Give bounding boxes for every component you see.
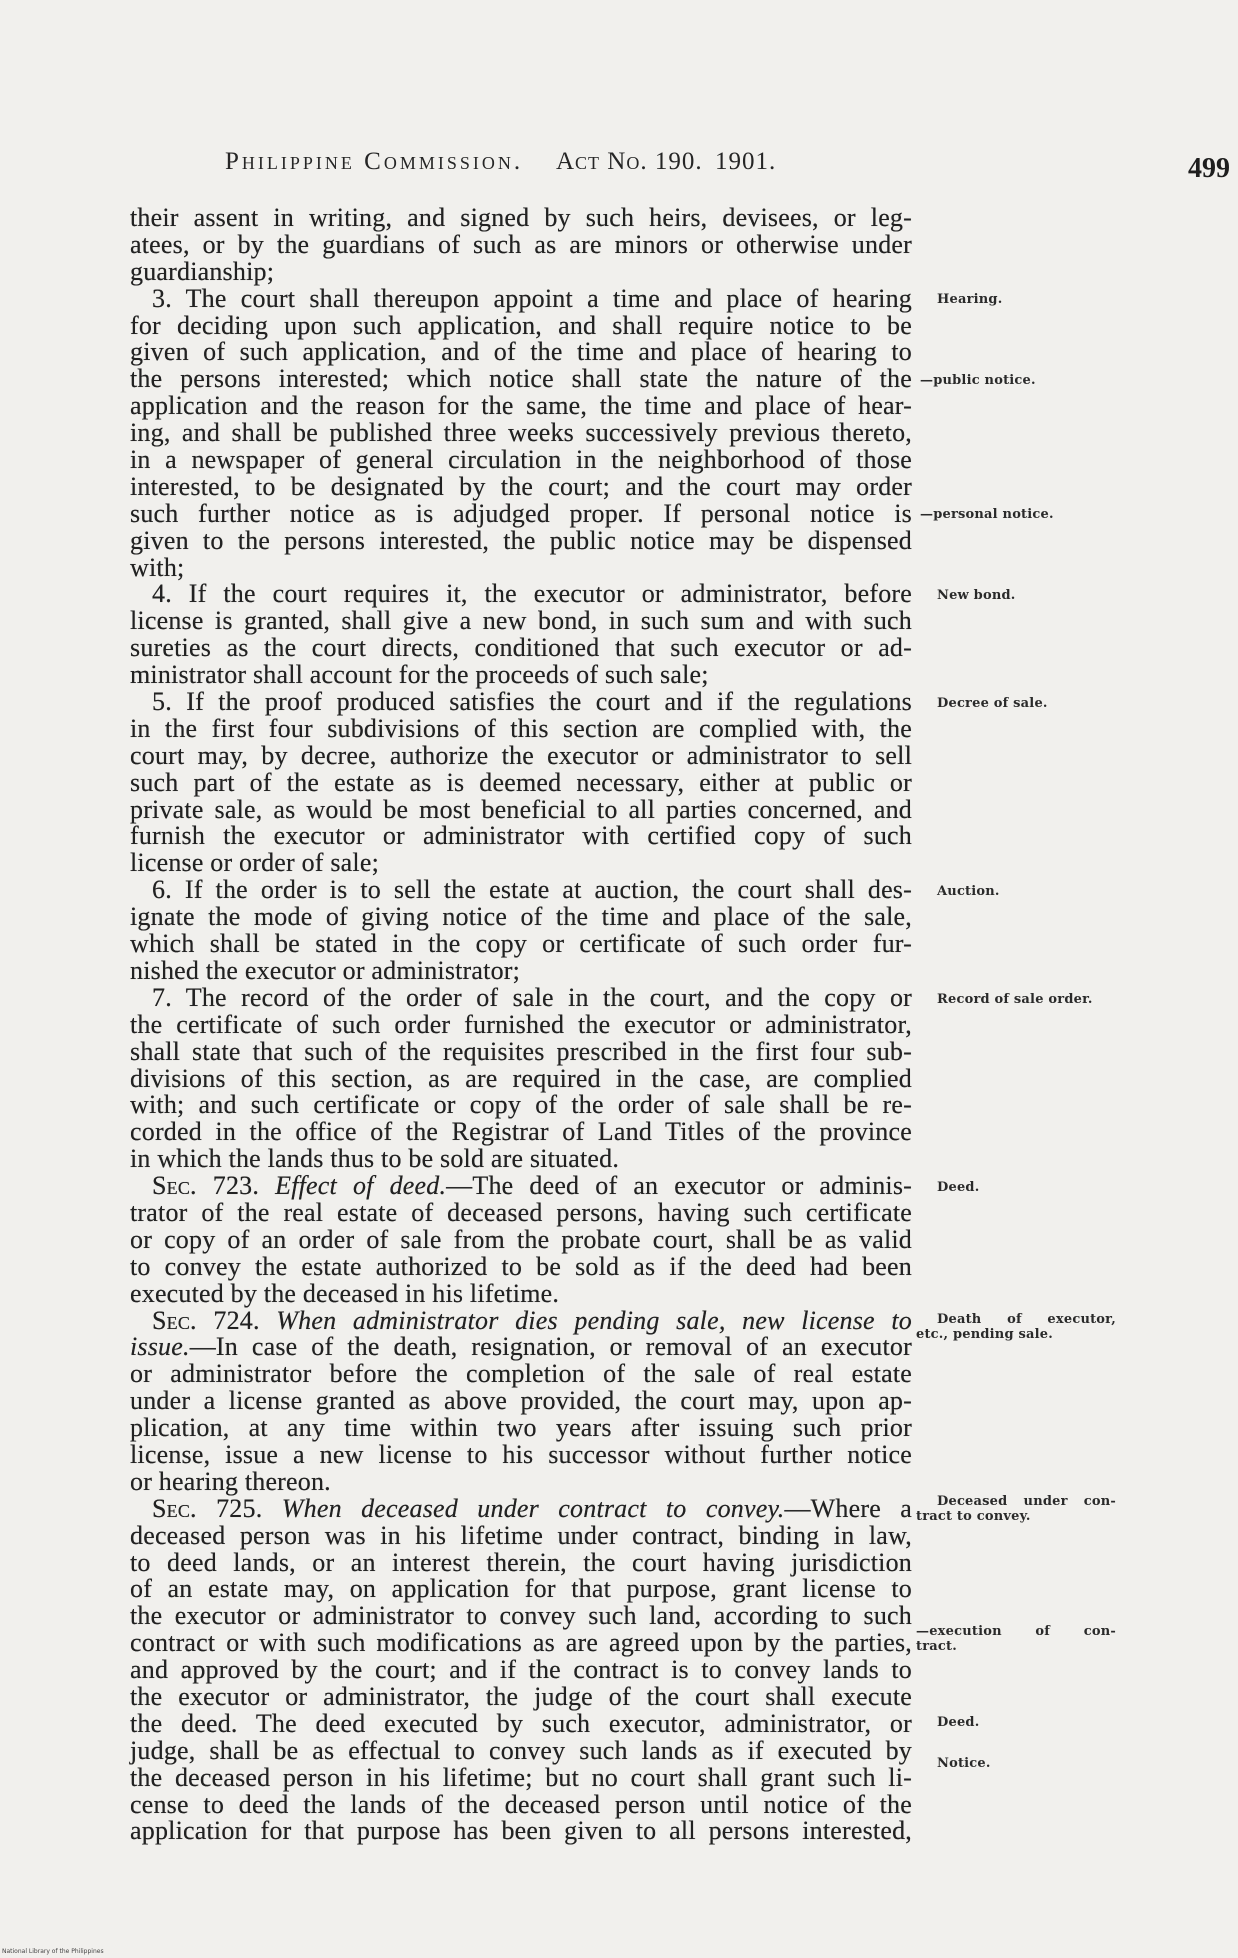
page-number: 499 <box>1188 153 1230 184</box>
margin-note-line: —public notice. <box>920 373 1036 388</box>
section-number: 725. <box>216 1493 263 1523</box>
text-line <box>130 1334 912 1361</box>
text-line: cense to deed the lands of the deceased person until notice of the <box>130 1789 912 1819</box>
text-line: in a newspaper of general circulation in the neighborhood of those <box>130 445 912 475</box>
paragraph <box>130 689 912 877</box>
text-line: judge, shall be as effectual to convey such lands as if executed by <box>130 1735 912 1765</box>
margin-note <box>916 1624 1116 1654</box>
text-line: of an estate may, on application for that purpose, grant license to <box>130 1574 912 1604</box>
paragraph <box>130 982 912 1174</box>
text-line: the persons interested; which notice shall state the nature of the <box>130 364 912 394</box>
paragraph <box>130 877 912 985</box>
margin-note-line: Deceased under con- <box>937 1494 1116 1509</box>
paragraph <box>130 283 912 582</box>
text-line: 7. The record of the order of sale in the court, and the copy or <box>152 982 912 1012</box>
text-line: application for that purpose has been given to all persons interested, <box>130 1816 912 1846</box>
text-line: 3. The court shall thereupon appoint a time and place of hearing <box>152 283 912 313</box>
margin-note <box>916 507 1116 522</box>
text-line: private sale, as would be most beneficial to all parties concerned, and <box>130 794 912 824</box>
text-line: the executor or administrator to convey such land, according to such <box>130 1601 912 1631</box>
section-heading: Effect of deed. <box>275 1171 447 1201</box>
text-line <box>130 1493 913 1523</box>
margin-note-line: Record of sale order. <box>937 992 1093 1007</box>
margin-note-line: Notice. <box>937 1756 991 1771</box>
section-number: 724. <box>213 1305 260 1335</box>
text-line: with; and such certificate or copy of the order of sale shall be re- <box>130 1090 912 1120</box>
margin-note-line: Deed. <box>937 1180 980 1195</box>
text-line: license or order of sale; <box>130 848 380 878</box>
library-credit: National Library of the Philippines <box>2 1948 104 1955</box>
year: 1901. <box>715 148 777 175</box>
paragraph <box>130 1305 913 1496</box>
text-line: interested, to be designated by the court; and the court may order <box>130 471 912 501</box>
margin-note-line: —personal notice. <box>920 507 1054 522</box>
text-line: the certificate of such order furnished the executor or administrator, <box>130 1009 912 1039</box>
text-line: or copy of an order of sale from the probate court, shall be as valid <box>130 1224 912 1254</box>
text-line: ing, and shall be published three weeks successively previous thereto, <box>130 418 912 448</box>
text-line <box>130 1173 912 1200</box>
margin-note <box>916 1756 1116 1771</box>
paragraph <box>130 1173 912 1307</box>
text-line: atees, or by the guardians of such as are minors or otherwise under <box>130 229 912 259</box>
margin-note-line: tract to convey. <box>916 1509 1031 1524</box>
line-text: —Where a <box>784 1493 913 1523</box>
text-line: divisions of this section, as are required in the case, are complied <box>130 1063 912 1093</box>
text-line: and approved by the court; and if the contract is to convey lands to <box>130 1655 912 1685</box>
text-line: 4. If the court requires it, the executor or administrator, before <box>152 579 912 609</box>
section-heading: When administrator dies pending sale, new license to <box>276 1305 913 1335</box>
section-label: Sec. <box>152 1493 197 1523</box>
section-label: Sec. <box>152 1171 197 1201</box>
section-heading: issue. <box>130 1332 190 1362</box>
text-line: license is granted, shall give a new bond, in such sum and with such <box>130 606 912 636</box>
body-text <box>130 205 912 1845</box>
text-line: which shall be stated in the copy or certificate of such order fur- <box>130 929 912 959</box>
text-line: or hearing thereon. <box>130 1466 331 1496</box>
margin-note <box>916 1494 1116 1524</box>
text-line: their assent in writing, and signed by such heirs, devisees, or leg- <box>130 203 912 232</box>
text-line: furnish the executor or administrator with certified copy of such <box>130 821 912 851</box>
act-number: Act No. 190. <box>556 148 703 175</box>
text-line: to convey the estate authorized to be sold as if the deed had been <box>130 1251 912 1281</box>
text-line <box>130 1305 913 1335</box>
text-line: application and the reason for the same, the time and place of hear- <box>130 391 912 421</box>
text-line: the deceased person in his lifetime; but no court shall grant such li- <box>130 1762 912 1792</box>
text-line: nished the executor or administrator; <box>130 955 521 985</box>
text-line: such further notice as is adjudged proper. If personal notice is <box>130 498 912 528</box>
margin-note-line: tract. <box>916 1639 957 1654</box>
text-line: with; <box>130 552 185 582</box>
margin-note <box>916 292 1116 307</box>
text-line: given to the persons interested, the public notice may be dispensed <box>130 525 912 555</box>
text-line: 6. If the order is to sell the estate at auction, the court shall des- <box>152 875 912 905</box>
text-line: the executor or administrator, the judge of the court shall execute <box>130 1681 912 1711</box>
margin-note-line: New bond. <box>937 588 1016 603</box>
text-line: the deed. The deed executed by such executor, administrator, or <box>130 1708 912 1738</box>
section-heading: When deceased under contract to convey. <box>281 1493 785 1523</box>
text-line: shall state that such of the requisites prescribed in the first four sub- <box>130 1036 912 1066</box>
text-line: or administrator before the completion of the sale of real estate <box>130 1359 912 1389</box>
margin-note <box>916 696 1116 711</box>
text-line: in which the lands thus to be sold are situated. <box>130 1144 620 1174</box>
margin-note-line: etc., pending sale. <box>916 1327 1053 1342</box>
margin-note <box>916 884 1116 899</box>
text-line: ignate the mode of giving notice of the time and place of the sale, <box>130 902 912 932</box>
section-label: Sec. <box>152 1305 197 1335</box>
paragraph <box>130 1493 913 1846</box>
section-number: 723. <box>212 1171 260 1201</box>
text-line: sureties as the court directs, conditioned that such executor or ad- <box>130 633 912 663</box>
margin-note <box>916 1312 1116 1342</box>
text-line: for deciding upon such application, and shall require notice to be <box>130 310 912 340</box>
text-line: license, issue a new license to his successor without further notice <box>130 1439 912 1469</box>
text-line: ministrator shall account for the proceeds of such sale; <box>130 660 709 690</box>
text-line: corded in the office of the Registrar of Land Titles of the province <box>130 1117 912 1147</box>
margin-note-line: Decree of sale. <box>937 696 1048 711</box>
running-head: Philippine Commission. <box>225 148 524 175</box>
text-line: in the first four subdivisions of this section are complied with, the <box>130 713 912 743</box>
paragraph <box>130 205 912 286</box>
margin-note-line: Hearing. <box>937 292 1003 307</box>
margin-note <box>916 1715 1116 1730</box>
text-line: given of such application, and of the time and place of hearing to <box>130 337 912 367</box>
margin-note-line: Auction. <box>937 884 1000 899</box>
margin-note-line: Deed. <box>937 1715 980 1730</box>
text-line: 5. If the proof produced satisfies the court and if the regulations <box>152 687 912 717</box>
margin-note <box>916 588 1116 603</box>
margin-note <box>916 373 1116 388</box>
text-line: trator of the real estate of deceased persons, having such certificate <box>130 1197 912 1227</box>
text-line: under a license granted as above provided, the court may, upon ap- <box>130 1386 912 1416</box>
text-line: court may, by decree, authorize the executor or administrator to sell <box>130 740 912 770</box>
text-line: such part of the estate as is deemed necessary, either at public or <box>130 767 912 797</box>
text-line: guardianship; <box>130 256 275 286</box>
paragraph <box>130 581 912 689</box>
margin-note <box>916 992 1116 1007</box>
margin-note-line: —execution of con- <box>916 1624 1116 1639</box>
text-line: plication, at any time within two years after issuing such prior <box>130 1413 912 1443</box>
text-line: to deed lands, or an interest therein, the court having jurisdiction <box>130 1547 912 1577</box>
text-line: contract or with such modifications as are agreed upon by the parties, <box>130 1628 912 1658</box>
line-text: —The deed of an executor or adminis- <box>446 1171 913 1201</box>
margin-note <box>916 1180 1116 1195</box>
margin-note-line: Death of executor, <box>937 1312 1116 1327</box>
line-text: —In case of the death, resignation, or removal of an executor <box>189 1332 912 1362</box>
text-line: deceased person was in his lifetime under contract, binding in law, <box>130 1520 912 1550</box>
text-line: executed by the deceased in his lifetime. <box>130 1278 560 1308</box>
